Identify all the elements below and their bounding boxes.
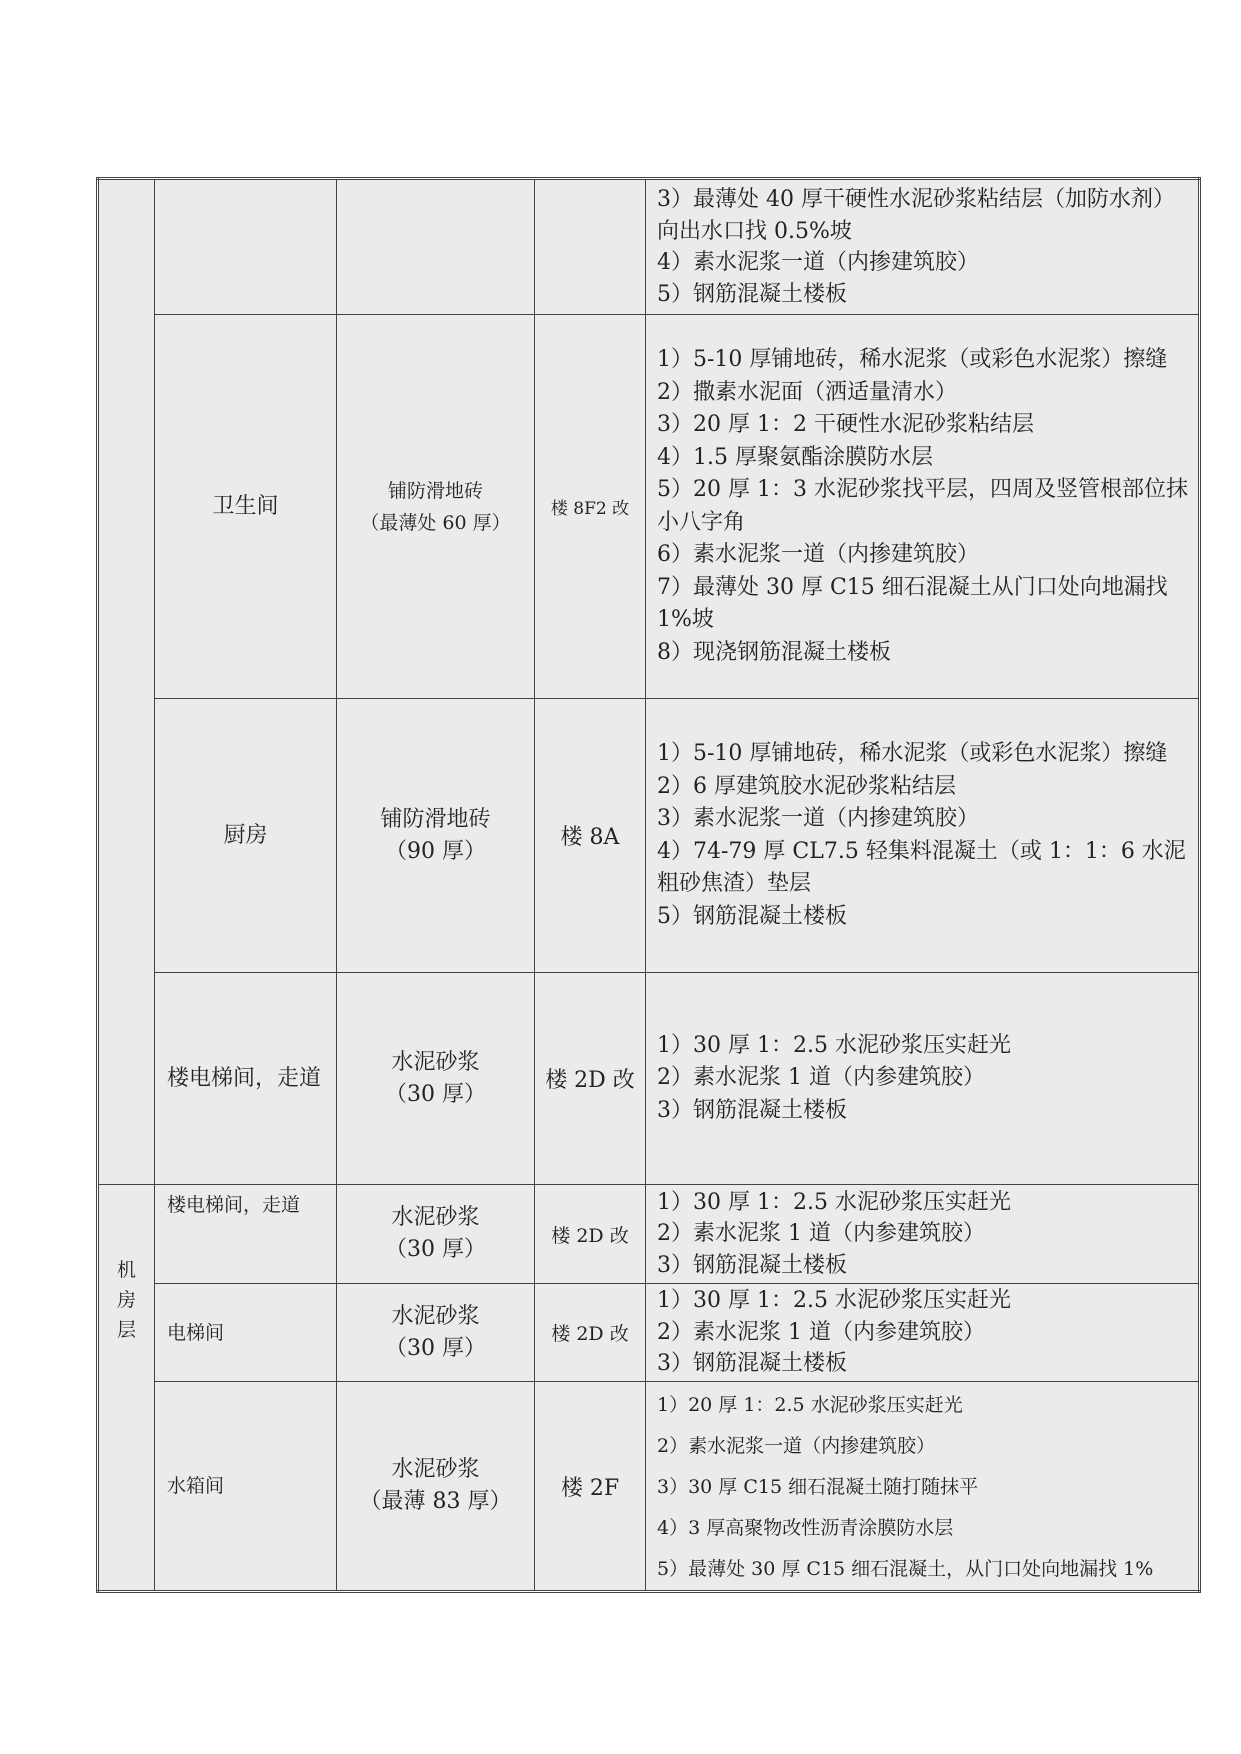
room-cell bbox=[155, 315, 337, 699]
step-text: 4）素水泥浆一道（内掺建筑胶） bbox=[657, 250, 979, 275]
step-text: 1）5-10 厚铺地砖，稀水泥浆（或彩色水泥浆）擦缝 bbox=[657, 347, 1168, 372]
material-cell bbox=[337, 1382, 535, 1592]
step-text: 1）30 厚 1：2.5 水泥砂浆压实赶光 bbox=[657, 1189, 1011, 1215]
step-text: 5）最薄处 30 厚 C15 细石混凝土，从门口处向地漏找 1% bbox=[657, 1557, 1154, 1580]
steps-cell bbox=[646, 699, 1200, 973]
material-cell bbox=[337, 1185, 535, 1284]
steps-cell bbox=[646, 1284, 1200, 1382]
code-text: 楼 2D 改 bbox=[545, 1068, 635, 1093]
step-text: 8）现浇钢筋混凝土楼板 bbox=[657, 639, 891, 665]
material-thickness: （30 厚） bbox=[385, 1081, 486, 1107]
material-name: 水泥砂浆 bbox=[391, 1205, 480, 1230]
code-text: 楼 8F2 改 bbox=[550, 499, 630, 519]
room-cell bbox=[155, 1284, 337, 1382]
material-cell bbox=[337, 1284, 535, 1382]
step-text: 7）最薄处 30 厚 C15 细石混凝土从门口处向地漏找 1%坡 bbox=[657, 574, 1168, 632]
floor-label: 机房层 bbox=[116, 1259, 136, 1341]
step-text: 3）钢筋混凝土楼板 bbox=[657, 1252, 847, 1278]
table-row bbox=[98, 699, 1200, 973]
material-thickness: （30 厚） bbox=[385, 1335, 486, 1361]
room-name: 楼电梯间，走道 bbox=[167, 1065, 322, 1091]
material-name: 铺防滑地砖 bbox=[380, 806, 491, 832]
room-cell bbox=[155, 1185, 337, 1284]
code-text: 楼 2D 改 bbox=[551, 1323, 629, 1345]
step-text: 5）钢筋混凝土楼板 bbox=[657, 903, 847, 929]
material-cell bbox=[337, 315, 535, 699]
room-cell bbox=[155, 179, 337, 315]
step-text: 6）素水泥浆一道（内掺建筑胶） bbox=[657, 542, 979, 567]
room-name: 楼电梯间，走道 bbox=[167, 1194, 301, 1216]
room-name: 电梯间 bbox=[167, 1321, 225, 1344]
step-text: 3）20 厚 1：2 干硬性水泥砂浆粘结层 bbox=[657, 412, 1034, 437]
step-text: 2）素水泥浆 1 道（内参建筑胶） bbox=[657, 1319, 985, 1345]
step-text: 2）撒素水泥面（洒适量清水） bbox=[657, 379, 957, 405]
step-text: 4）74-79 厚 CL7.5 轻集料混凝土（或 1：1：6 水泥粗砂焦渣）垫层 bbox=[657, 838, 1186, 896]
table-row bbox=[98, 1284, 1200, 1382]
material-name: 铺防滑地砖 bbox=[387, 479, 483, 502]
code-cell bbox=[535, 699, 646, 973]
code-cell bbox=[535, 1185, 646, 1284]
code-cell bbox=[535, 315, 646, 699]
code-cell bbox=[535, 1284, 646, 1382]
step-text: 2）素水泥浆 1 道（内参建筑胶） bbox=[657, 1221, 985, 1247]
room-name: 水箱间 bbox=[167, 1475, 225, 1497]
room-name: 卫生间 bbox=[212, 493, 279, 519]
code-text: 楼 2D 改 bbox=[551, 1224, 629, 1247]
material-name: 水泥砂浆 bbox=[391, 1049, 480, 1075]
step-text: 5）20 厚 1：3 水泥砂浆找平层，四周及竖管根部位抹小八字角 bbox=[657, 477, 1188, 535]
table-row bbox=[98, 315, 1200, 699]
step-text: 3）最薄处 40 厚干硬性水泥砂浆粘结层（加防水剂）向出水口找 0.5%坡 bbox=[657, 187, 1175, 244]
material-thickness: （90 厚） bbox=[385, 838, 486, 864]
step-text: 1）20 厚 1：2.5 水泥砂浆压实赶光 bbox=[657, 1393, 963, 1416]
material-name: 水泥砂浆 bbox=[391, 1303, 480, 1329]
step-text: 2）素水泥浆一道（内掺建筑胶） bbox=[657, 1434, 936, 1457]
step-text: 3）30 厚 C15 细石混凝土随打随抹平 bbox=[657, 1475, 979, 1498]
steps-cell bbox=[646, 179, 1200, 315]
code-cell bbox=[535, 179, 646, 315]
steps-cell bbox=[646, 1185, 1200, 1284]
material-cell bbox=[337, 973, 535, 1185]
table-row bbox=[98, 1185, 1200, 1284]
room-cell bbox=[155, 973, 337, 1185]
step-text: 2）素水泥浆 1 道（内参建筑胶） bbox=[657, 1065, 985, 1091]
room-cell bbox=[155, 1382, 337, 1592]
material-thickness: （最薄处 60 厚） bbox=[360, 511, 511, 534]
step-text: 1）5-10 厚铺地砖，稀水泥浆（或彩色水泥浆）擦缝 bbox=[657, 741, 1168, 766]
steps-cell bbox=[646, 973, 1200, 1185]
table-row bbox=[98, 973, 1200, 1185]
step-text: 5）钢筋混凝土楼板 bbox=[657, 281, 847, 307]
step-text: 3）钢筋混凝土楼板 bbox=[657, 1097, 847, 1123]
steps-cell bbox=[646, 315, 1200, 699]
step-text: 1）30 厚 1：2.5 水泥砂浆压实赶光 bbox=[657, 1032, 1011, 1058]
code-text: 楼 8A bbox=[560, 825, 620, 850]
code-cell bbox=[535, 973, 646, 1185]
step-text: 4）1.5 厚聚氨酯涂膜防水层 bbox=[657, 444, 933, 470]
table-row bbox=[98, 179, 1200, 315]
material-name: 水泥砂浆 bbox=[391, 1457, 480, 1482]
floor-finish-table bbox=[96, 177, 1201, 1593]
material-cell bbox=[337, 179, 535, 315]
step-text: 1）30 厚 1：2.5 水泥砂浆压实赶光 bbox=[657, 1288, 1011, 1314]
room-name: 厨房 bbox=[223, 822, 268, 848]
step-text: 4）3 厚高聚物改性沥青涂膜防水层 bbox=[657, 1516, 954, 1539]
floor-label-cell bbox=[98, 179, 155, 1185]
material-thickness: （最薄 83 厚） bbox=[359, 1489, 512, 1514]
code-text: 楼 2F bbox=[560, 1475, 620, 1501]
step-text: 2）6 厚建筑胶水泥砂浆粘结层 bbox=[657, 773, 956, 799]
code-cell bbox=[535, 1382, 646, 1592]
material-cell bbox=[337, 699, 535, 973]
floor-label-cell bbox=[98, 1185, 155, 1592]
table-row bbox=[98, 1382, 1200, 1592]
steps-cell bbox=[646, 1382, 1200, 1592]
room-cell bbox=[155, 699, 337, 973]
material-thickness: （30 厚） bbox=[385, 1237, 486, 1262]
step-text: 3）钢筋混凝土楼板 bbox=[657, 1351, 847, 1377]
step-text: 3）素水泥浆一道（内掺建筑胶） bbox=[657, 806, 979, 831]
